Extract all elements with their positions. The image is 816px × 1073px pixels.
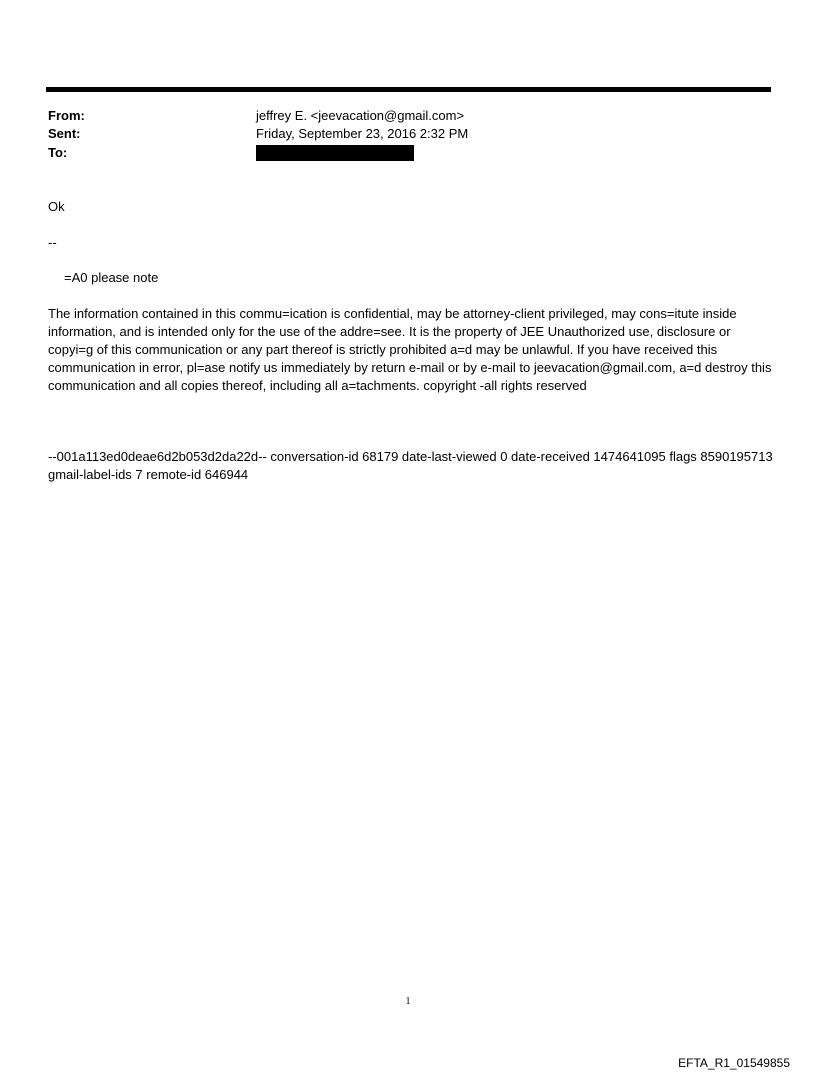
disclaimer-text: The information contained in this commu=ication is confidential, may be attorney-client privileged, may cons=itute inside information, and is intended only for the use of the addre=see. It is the property of JEE Unauthorized use, disclosure or copyi=g of this communication or any part thereof is strictly prohibited a=d may be unlawful. If you have received this communication in error, pl=ase notify us immediately by return e-mail or by e-mail to jeevacation@gmail.com, a=d destroy this communication and all copies thereof, including all a=tachments. copyright -all rights reserved <box>48 306 772 393</box>
bates-number: EFTA_R1_01549855 <box>678 1056 790 1070</box>
greeting-text: Ok <box>48 199 65 214</box>
from-label: From: <box>48 108 85 123</box>
sent-value: Friday, September 23, 2016 2:32 PM <box>256 126 469 141</box>
from-value: jeffrey E. <jeevacation@gmail.com> <box>256 108 465 123</box>
header-rule <box>46 87 771 92</box>
sent-label: Sent: <box>48 126 81 141</box>
redaction-box <box>256 145 414 161</box>
note-line: =A0 please note <box>64 270 159 285</box>
signature-separator: -- <box>48 235 57 250</box>
page-number: 1 <box>405 996 411 1007</box>
to-label: To: <box>48 145 68 160</box>
message-metadata: --001a113ed0deae6d2b053d2da22d-- conversation-id 68179 date-last-viewed 0 date-received 1474641095 flags 8590195713 gmail-label-ids 7 remote-id 646944 <box>48 449 773 482</box>
